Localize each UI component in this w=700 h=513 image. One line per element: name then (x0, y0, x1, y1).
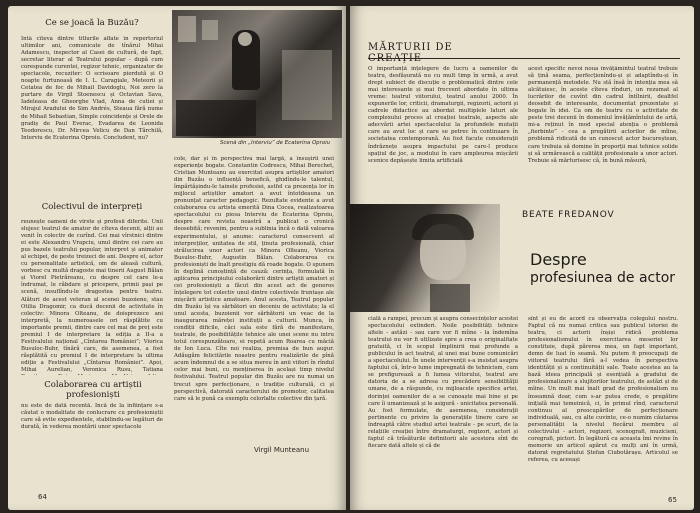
title-underline (368, 58, 680, 59)
left-section2-text: reunește oameni de vîrste și profesii diferite. Unii slujesc teatrul de amator de cîteva decenii, alții au venit în colectiv de curînd. Cei mai vîrstnici dintre ei este Alexandru Vrapciu, unul dintre cei care au pus bazele teatrului popular, interpret și animator al echipei, de peste treizeci de ani. Despre el, actor cu personalitate artistică, om de aleasă cultură, vorbesc cu multă dragoste mai tinerii August Bălan și Viorel Pietrăreanu, cu despre cel care le-a îndrumat, le răbdare și pricepere, primii pași pe scenă, insuflîndu-le dragostea pentru teatru. Alături de acest veteran al scenei buzoiene, stau Otilia Dragomir, ca ducă decenii de activitate în colectiv: Minora Olteanu, de doisprezece ani interpretă, la numeroasele ori răsplătite cu importante premii, dintre care cel mai de preț este premiul I de interpretare la ediția a II-a a Festivalului național „Cîntarea României”; Viorica Busuloc-Buhr, tînără care, de asemenea, a fost răsplătită cu premiul I de interpretare la ultima ediție a Festivalului „Cîntarea României”. Apoi, Mihai Aurelian, Veronica Rusu, Tatiana (21, 219, 163, 373)
right-body-col1: cială a rampei, precum și asupra consecințelor acestei spectacolului extinderi. Noile posibilități tehnice altele ‑ astăzi ‑ sau care vor fi mîine ‑ la îndemîna teatrului nu vor fi utilizate spre a crea o originalitate gratuită, ci în scopul împlinirii mai profunde a publicului în act teatral, al unei mai bune comunicări a spectacolului. În unele intervenții s-a insistat asupra faptului că, într-o lume impregnată de tehnicism, cum se prefigurează a fi lumea viitorului, teatrul are datoria de a se adresa cu precădere sensibilității umane, de a răspunde, cu mijloacele specifice artei, dorinței oamenilor de a se cunoaște mai bine și pe care îi umanizează și le asigură ‑ unicitatea personală. Au fost formulate, de asemenea, considerații pertinente cu privire la generațiile tinere care se îndreaptă către studiul artei teatrale ‑ pe scurt, de la relațiile creației între dramaturgi, regizori, actori și faptul că trăsăturile definitorii ale acestora sînt de fiecare dată altele și că de (368, 316, 518, 449)
right-page (350, 6, 694, 510)
stage-photo (172, 10, 342, 138)
left-section1-text: Intâ cîteva dintre titlurile aflate în repertoriul ultimilor ani, comunicate de tînărul Mihai Adamescu, inspector al Casei de cultură, de fapt, secretar literar al Teatrului popular ‑ după cum corespunde curentei, regizor tehnic, organizator de spectacole, recuziter: O scrisoare pierdută și O noapte furtunoasă de I. L. Caragiale, Meteorii și Cetatea de foc de Mihail Davidoglu, Noi zero la purtare de Virgil Stoenescu și Octavian Sava, Iadeleasa de Gheorghe Vlad, Anna de cutiei și Mirajul Aradului de Sim Andrés, Steaua fără nume de Mihail Sebastian, Simple coincidențe și Orele de gradiș de Paul Everac, Evadarea de Leonida Teodorescu, Dr. Mircea Velicu de Dan Tărchilă, Interviu de Ecaterina Oproiu. Concludent, nu? (21, 36, 163, 141)
right-body-col2: sînt și eu de acord cu observația colegului nostru. Faptul că nu numai critica sau publicul istoriei de teatru, ci actorii înșiși ridică problema profesionalismului în exercitarea meseriei lor constituie, după părerea mea, un fapt important, demn de luat în seamă. Nu putem fi preocupați de viitorul teatrului fără a-l vedea în perspectiva identității și a continuității sale. Toate acestea au la bază ideea principală și esențială a gradului de profesionalizare a slujitorilor teatrului, de astăzi și de mîine. Un mult mai înalt grad de profesionalism nu înseamnă doar, cum s-ar putea crede, o pregătire inițială mai temeinică, ci, în primul rînd, caracterul continuu al preocupărilor de perfecționare individuală, sau, cu alte cuvinte, ce-o numim căutarea personalității la nivelul fiecărui membru al colectivului ‑ actori, regizori, scenografi, muzicieni, coregrafi, pictori. În legătură cu aceasta îmi revine în memorie un articol apărut cu mulți ani în urmă, datorat regretatului Ștefan Ciubotărașu. Articolul se referea, cu aceeași (528, 316, 678, 463)
left-section3-text: nu este de dată recentă. Încă de la înființare s-a căutat o modalitate de conlucrare cu profesioniștii care să evite expedientele, stabilindu-se legături de durată, în vederea montării unor spectacole (21, 403, 163, 431)
magazine-spread (8, 6, 694, 510)
right-intro-col2: acest specific nevoi noua învățămîntul teatral trebuie să țină seama, perfecționîndu-și și adaptîndu-și în permanență metodele. Nu stă însă în intenția mea să alcătuiesc, în aceste cîteva rînduri, un rezumat al lucrărilor de cuvînt din cadrul întîlnirii, dealtfel deosebit de interesante, documentat prezentate și bogate în idei. Ca om de teatru cu o activitate de peste trei decenii în domeniul învățămîntului de artă, mi-a reținut în mod special atenția o problemă „fierbinte” ‑ cea a pregătirii actorilor de mîine, problemă ridicată de un cunoscut actor bucureștean, care trebuia să domine în proporții mai tehnice solide și să urmărească a calității profesionale a unor actori. Trebuie să mărturisesc că, în bună măsură, (528, 66, 678, 164)
article-title-line2: profesiunea de actor (530, 270, 676, 286)
left-page (8, 6, 346, 510)
author-name: BEATE FREDANOV (522, 210, 615, 220)
left-column2-text: cole, dar și în perspectiva mai largă, a însușirii unei experiențe bogate. Constantin Codrescu, Mihai Berechet, Cristian Munteanu au exercitat asupra artiștilor amatori din Buzău o influență benefică, ghidîndu-le talentul, împărtășindu-le tainele profesiei, astfel ca prezența lor în mijlocul artiștilor amatori a avut întotdeauna un pronunțat caracter pedagogic. Rezultate evidente a avut colaborarea cu artista emerită Dina Cocea, realizatoarea spectacolului cu piesa Interviu de Ecaterina Oproiu, despre care revista noastră a publicat o cronică deosebită; revenim, pentru a sublinia încă o dată valoarea experimentului, și anume: caracterul consecvent al interpreților, unitatea de stil, ținuta profesională, chiar strălucirea unor actori ca Minora Olteanu, Viorica Busuloc-Buhr, Augustin Bălan. Colaborarea cu profesioniști de înalt prestigiu dă roade bogate. O spunem în deplină cunoștință de cauză: cerința, formulată în aplicarea principiului colaborării dintre artiștii amatori și cei profesioniști a făcut din acest act de generos înțelegere tot colectiv unul dintre colectivele fruntașe ale mișcării artistice amatoare. Anul acesta, Teatrul popular din Buzău își va sărbători un deceniu de activitate; la el unul acesta, buzoienii vor sărbătorii un veac de la inaugurarea măreței instituții a culturii. Munca, în condiții dificile, căci sala este fără de manifestare, teatrale, de posibilitățile tehnice ale unei scene nu intru totul corespunzătoare, ei repetă acum Roarea cu măciă de Ion Luca. Cîte noi realiza, premisa de bun augur. Adăugăm felicitările noastre pentru realizările de pînă acum îndemnul de a se situa mereu în anii viitori în rîndul celor mai buni, cu menținerea în același timp nivelul festivalului. Teatrul popular din Buzău are nu numai un trecut spre perfecționare, o tradiție culturală, ci și perspectivă, datorată caracterului de promotor, calitatea care să le pună ca exemplu celorlalte colective din țară. (174, 156, 334, 402)
left-section2-title: Colectivul de interpreți (41, 202, 143, 212)
author-portrait (350, 204, 500, 312)
left-section1-title: Ce se joacă la Buzău? (45, 18, 139, 28)
left-section3-title: Colaborarea cu artiștii profesioniști (44, 380, 142, 400)
left-page-number: 64 (38, 493, 47, 501)
article-title-line1: Despre (530, 250, 587, 269)
right-intro-col1: O importanță înțelegere de lucru a oamenilor de teatru, desfășurată nu cu mult timp în urmă, a avut drept subiect de discuție o problematică dintre cele mai interesante și mai frecvent abordate în ultima vreme: teatrul viitorului, teatrul anului 2000. În expunerile lor, criticii, dramaturgii, regizorii, actorii și cadrele didactice au abordat multiplele laturi ale complexului proces al creației teatrale, aspecte ale adecvării artei spectacolului la profundele mutații care au avut loc și care se petrec în continuare în societatea contemporană. Au fost facute considerații îndrăznețe asupra impactului pe care-l produce spațiul de joc, a modului în care ampleurea mișcării scenice depășește limita artificială (368, 66, 518, 164)
author-signature: Virgil Munteanu (254, 446, 310, 454)
right-section-title: MĂRTURII DE (368, 42, 453, 53)
right-page-number: 65 (668, 496, 677, 504)
photo-caption: Scenă din „Interviu” de Ecaterina Oproiu (220, 140, 331, 146)
